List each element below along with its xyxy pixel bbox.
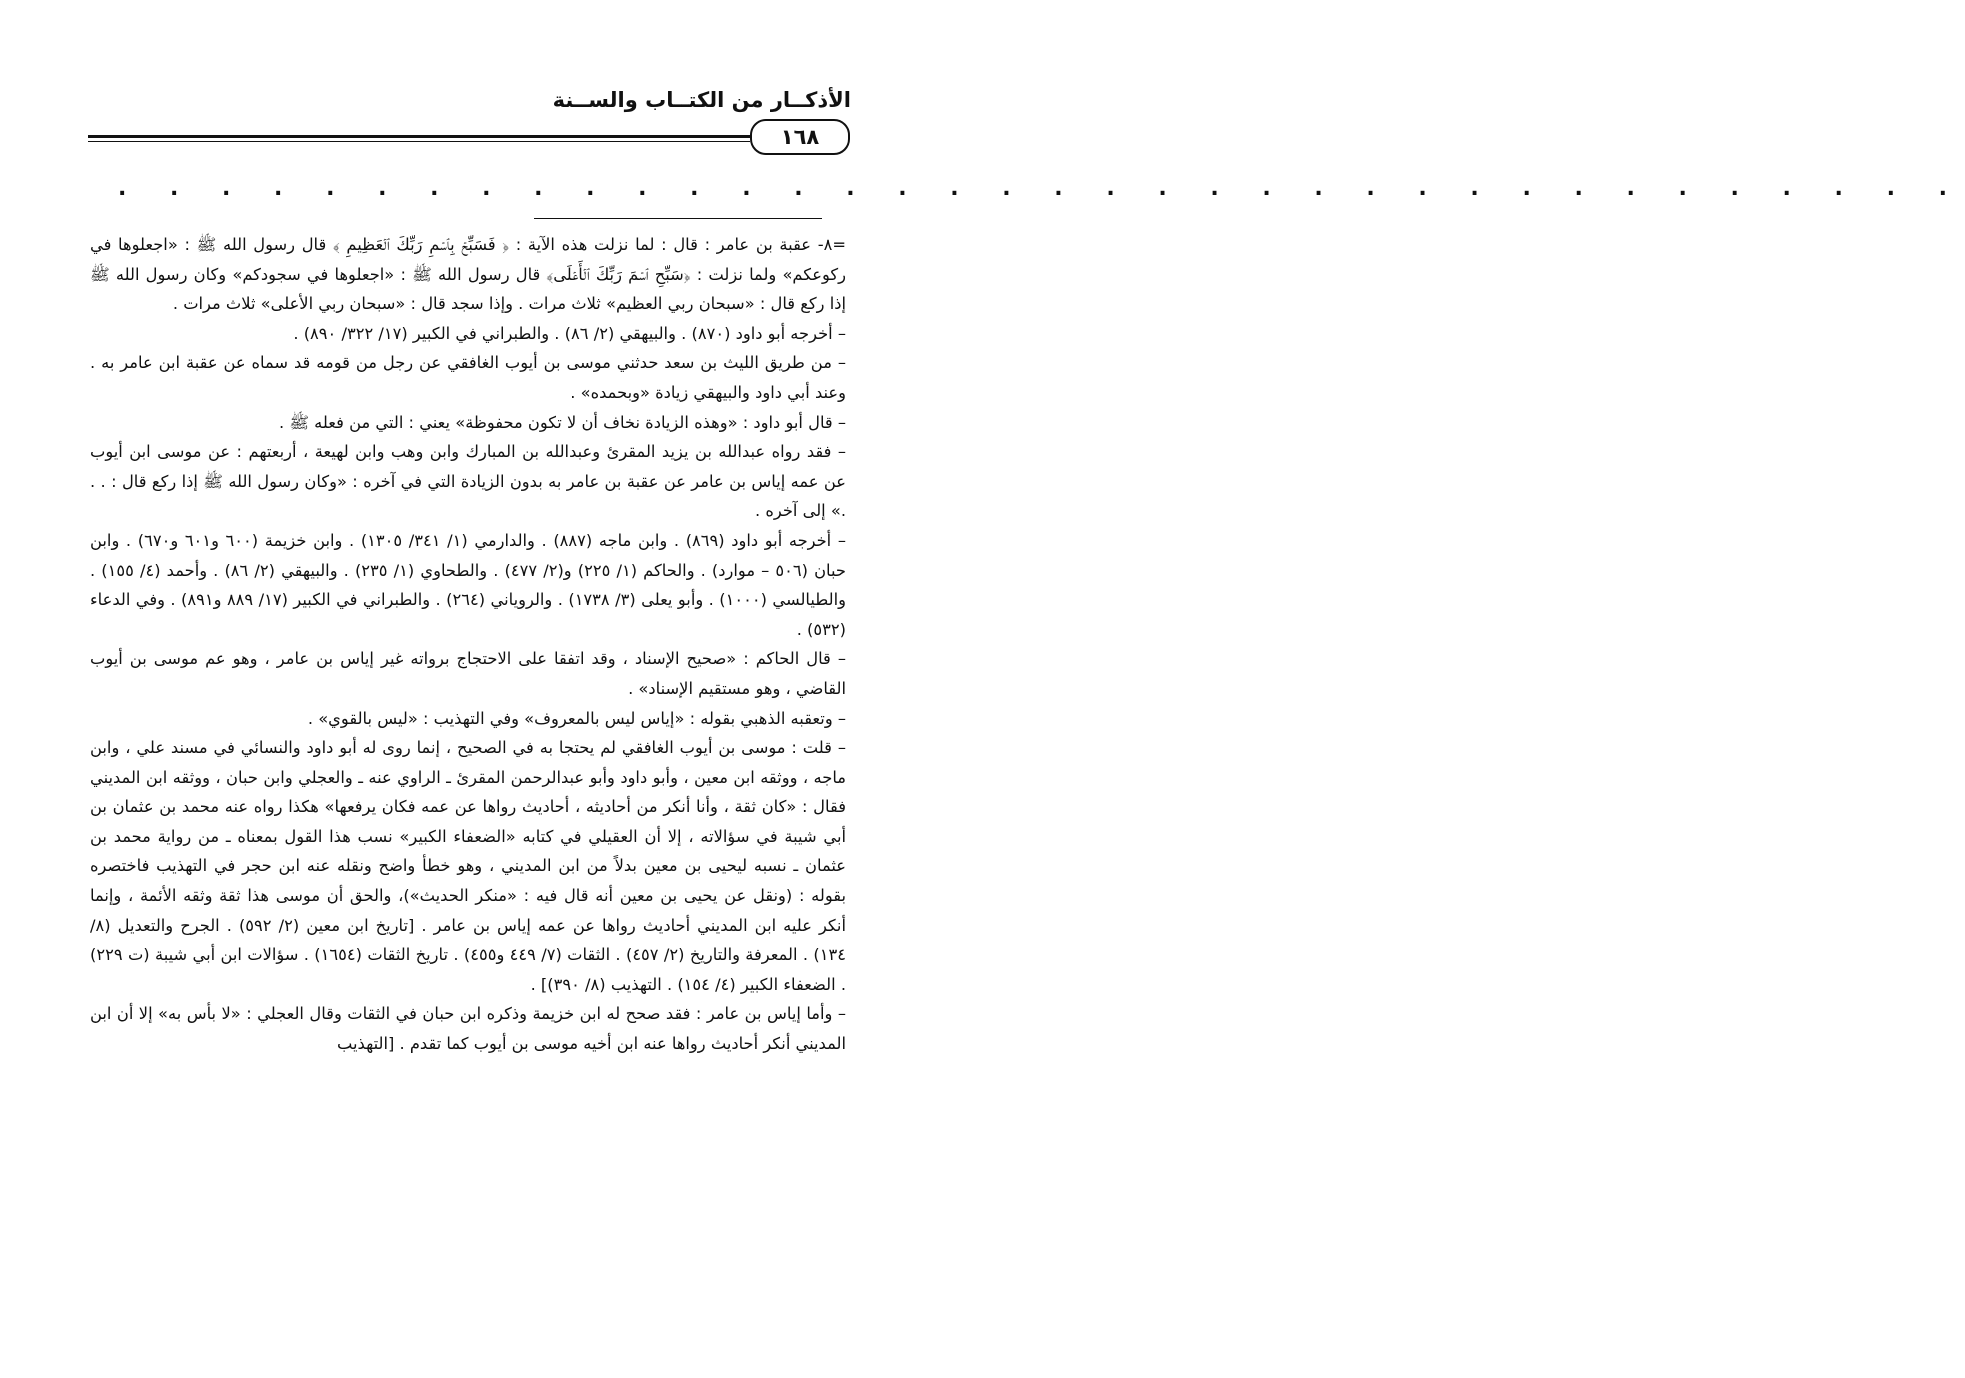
sources-paragraph: – أخرجه أبو داود (٨٦٩) . وابن ماجه (٨٨٧) . والدارمي (١/ ٣٤١/ ١٣٠٥) . وابن خزيمة (٦٠٠ و٦٠١ و٦٧٠) . وابن حبان (٥٠٦ – موارد) . والحاكم (١/ ٢٢٥) و(٢/ ٤٧٧) . والطحاوي (١/ ٢٣٥) . والبيهقي (٢/ ٨٦) . وأحمد (٤/ ١٥٥) . والطيالسي (١٠٠٠) . وأبو يعلى (٣/ ١٧٣٨) . والروياني (٢٦٤) . والطبراني في الكبير (١٧/ ٨٨٩ و٨٩١) . وفي الدعاء (٥٣٢) . — [90, 530, 847, 639]
hakim-comment: – قال الحاكم : «صحيح الإسناد ، وقد اتفقا على الاحتجاج برواته غير إياس بن عامر ، وهو عم موسى بن أيوب القاضي ، وهو مستقيم الإسناد» . — [90, 649, 846, 698]
footnote-body — [90, 230, 846, 1059]
abu-dawud-comment: – قال أبو داود : «وهذه الزيادة نخاف أن لا تكون محفوظة» يعني : التي من فعله ﷺ . — [278, 412, 846, 432]
isnad-paragraph: – من طريق الليث بن سعد حدثني موسى بن أيوب الغافقي عن رجل من قومه قد سماه عن عقبة ابن عامر به . وعند أبي داود والبيهقي زيادة «وبحمده» . — [90, 353, 846, 402]
header-rule-thick — [88, 135, 750, 138]
iyas-paragraph: – وأما إياس بن عامر : فقد صحح له ابن خزيمة وذكره ابن حبان في الثقات وقال العجلي : «لا بأس به» إلا أن ابن المديني أنكر أحاديث رواها عنه ابن أخيه موسى بن أيوب كما تقدم . [التهذيب — [90, 1004, 846, 1054]
running-title: الأذكــار من الكتــاب والســنة — [552, 88, 851, 112]
footnote-separator — [534, 218, 822, 219]
takhrij-paragraph: – أخرجه أبو داود (٨٧٠) . والبيهقي (٢/ ٨٦) . والطبراني في الكبير (١٧/ ٣٢٢/ ٨٩٠) . — [293, 323, 846, 343]
page-number: ١٦٨ — [750, 119, 850, 155]
hadith-text: =٨- عقبة بن عامر : قال : لما نزلت هذه الآية : ﴿ فَسَبِّحۡ بِٱسۡمِ رَبِّكَ ٱلۡعَظِيمِ ﴾ قال رسول الله ﷺ : «اجعلوها في ركوعكم» ولما نزلت : ﴿سَبِّحِ ٱسۡمَ رَبِّكَ ٱلۡأَعۡلَى﴾ قال رسول الله ﷺ : «اجعلوها في سجودكم» وكان رسول الله ﷺ إذا ركع قال : «سبحان ربي العظيم» ثلاث مرات . وإذا سجد قال : «سبحان ربي الأعلى» ثلاث مرات . — [90, 235, 846, 314]
author-analysis-paragraph: – قلت : موسى بن أيوب الغافقي لم يحتجا به في الصحيح ، إنما روى له أبو داود والنسائي في مسند علي ، وابن ماجه ، ووثقه ابن معين ، وأبو داود وأبو عبدالرحمن المقرئ ـ الراوي عنه ـ والعجلي وابن حبان ، ووثقه ابن المديني فقال : «كان ثقة ، وأنا أنكر من أحاديثه ، أحاديث رواها عن عمه فكان يرفعها» هكذا رواه عنه محمد بن عثمان بن أبي شيبة في سؤالاته ، إلا أن العقيلي في كتابه «الضعفاء الكبير» نسب هذا القول بمعناه ـ من رواية محمد بن عثمان ـ نسبه ليحيى بن معين بدلاً من ابن المديني ، وهو خطأ واضح ونقله عنه ابن حجر في التهذيب فاختصره بقوله : (ونقل عن يحيى بن معين أنه قال فيه : «منكر الحديث»)، والحق أن موسى هذا ثقة وثقه الأئمة ، وإنما أنكر عليه ابن المديني أحاديث رواها عن عمه إياس بن عامر . [تاريخ ابن معين (٢/ ٥٩٢) . الجرح والتعديل (٨/ ١٣٤) . المعرفة والتاريخ (٢/ ٤٥٧) . الثقات (٧/ ٤٤٩ و٤٥٥) . تاريخ الثقات (١٦٥٤) . سؤالات ابن أبي شيبة (ت ٢٢٩) . الضعفاء الكبير (٤/ ١٥٤) . التهذيب (٨/ ٣٩٠)] . — [90, 738, 846, 994]
other-narrations-paragraph: – فقد رواه عبدالله بن يزيد المقرئ وعبدالله بن المبارك وابن وهب وابن لهيعة ، أربعتهم : عن موسى ابن أيوب عن عمه إياس بن عامر عن عقبة بن عامر به بدون الزيادة التي في آخره : «وكان رسول الله ﷺ إذا ركع قال : . . .» إلى آخره . — [90, 442, 846, 521]
header-rule-thin — [88, 141, 750, 142]
dhahabi-comment: – وتعقبه الذهبي بقوله : «إياس ليس بالمعروف» وفي التهذيب : «ليس بالقوي» . — [307, 708, 846, 728]
dot-leader: . . . . . . . . . . . . . . . . . . . . . . . . . . . . . . . . . . . . — [118, 176, 1965, 201]
